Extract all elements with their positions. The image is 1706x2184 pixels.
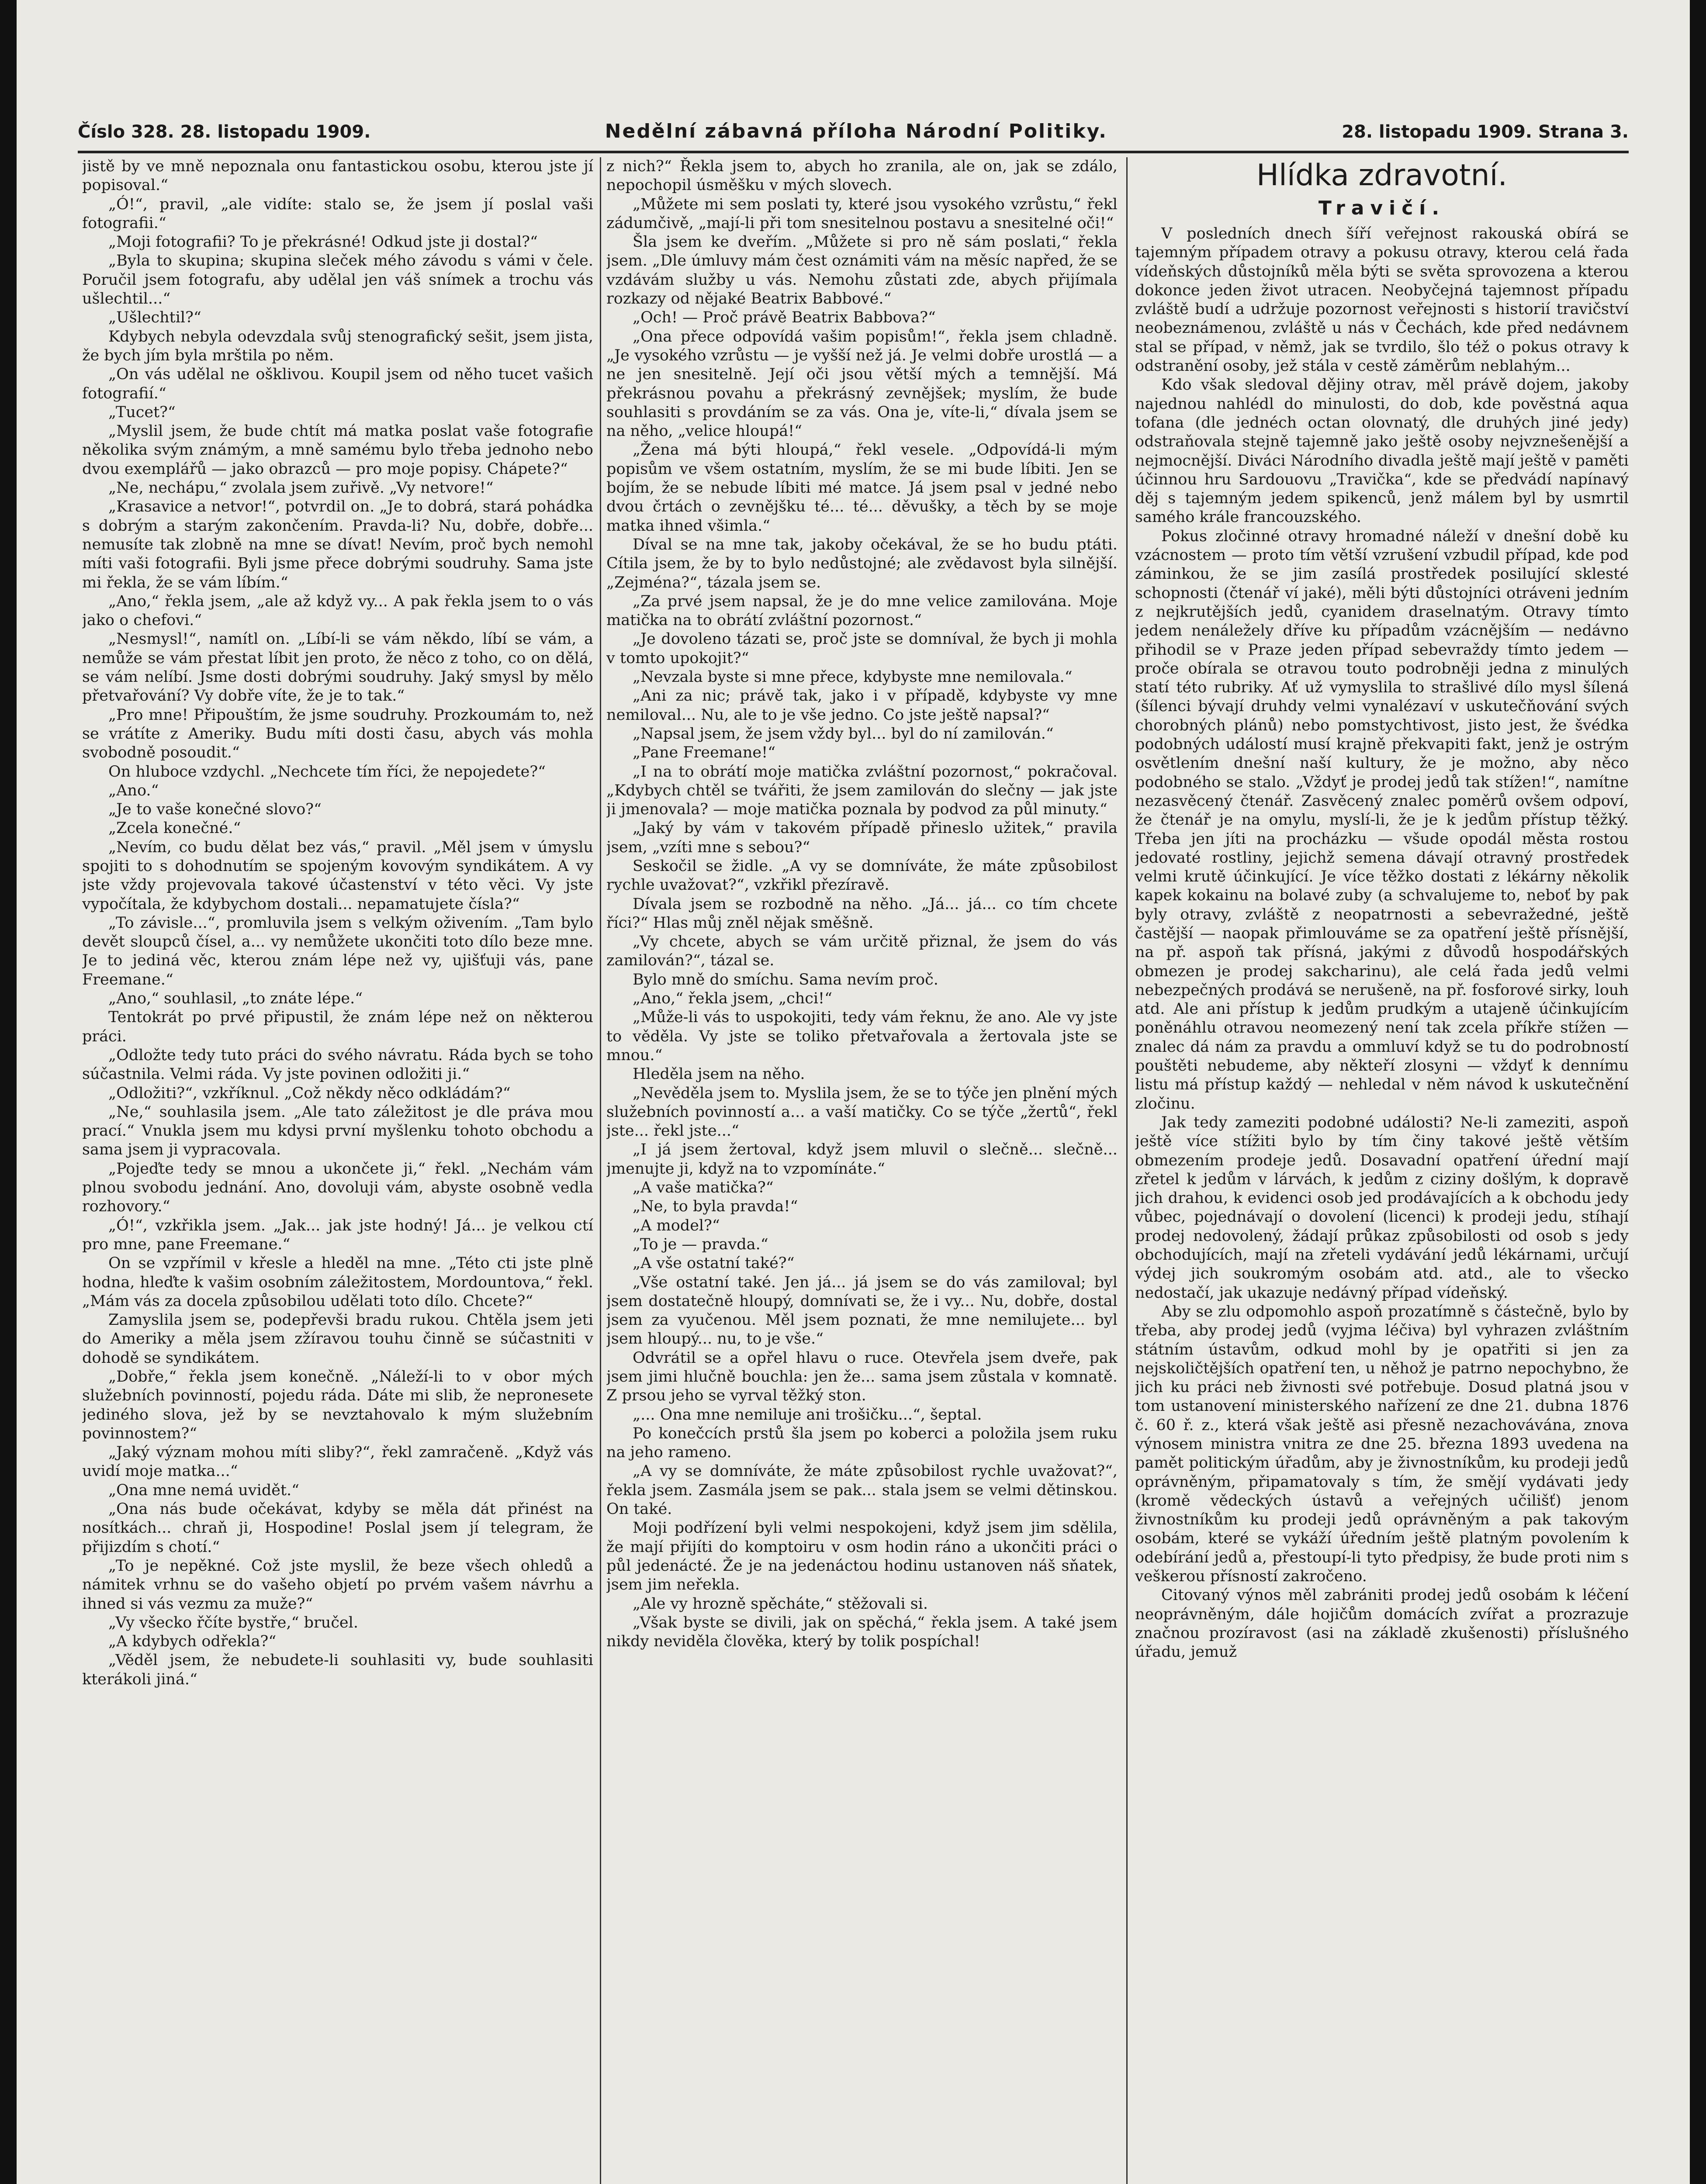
paragraph: „Ano,“ řekla jsem, „ale až když vy... A pak řekla jsem to o vás jako o chefovi.“ [82, 592, 593, 629]
paragraph: „Nesmysl!“, namítl on. „Líbí-li se vám někdo, líbí se vám, a nemůže se vám přestat líbit jen proto, že něco z toho, co on dělá, se vám nelíbí. Jsme dosti dobrými soudruhy. Jaký smysl by mělo přetvařování? Vy dobře víte, že je to tak.“ [82, 630, 593, 705]
paragraph: „Ona mne nemá uvidět.“ [108, 1481, 300, 1499]
paragraph: „Ne,“ souhlasila jsem. „Ale tato záležitost je dle práva mou prací.“ Vnukla jsem mu kdysi první myšlenku tohoto obchodu a sama jsem ji vypracovala. [82, 1103, 593, 1159]
paragraph: „Však byste se divili, jak on spěchá,“ řekla jsem. A také jsem nikdy neviděla člověka, který by tolik pospíchal! [606, 1614, 1118, 1651]
paragraph: „Ušlechtil?“ [108, 309, 201, 327]
paragraph: „Je dovoleno tázati se, proč jste se domníval, že bych ji mohla v tomto upokojit?“ [606, 630, 1118, 667]
paragraph: „Ó!“, vzkřikla jsem. „Jak... jak jste hodný! Já... je velkou ctí pro mne, pane Freemane.“ [82, 1216, 593, 1253]
paragraph: „... Ona mne nemiluje ani trošičku...“, šeptal. [633, 1406, 982, 1424]
paragraph: „To závisle...“, promluvila jsem s velkým oživením. „Tam bylo devět sloupců čísel, a... vy nemůžete ukončiti toto dílo beze mne. Je to jediná věc, kterou znám lépe než vy, ujišťuji vás, pane Freemane.“ [82, 914, 593, 988]
paragraph: „Věděl jsem, že nebudete-li souhlasiti vy, bude souhlasiti kterákoli jiná.“ [82, 1652, 593, 1688]
paragraph: „Ó!“, pravil, „ale vidíte: stalo se, že jsem jí poslal vaši fotografii.“ [82, 195, 593, 232]
paragraph: „Zcela konečné.“ [108, 819, 241, 837]
paragraph: „Za prvé jsem napsal, že je do mne velice zamilována. Moje matička na to obrátí zvláštní pozornost.“ [606, 592, 1118, 629]
paragraph: „Žena má býti hloupá,“ řekl vesele. „Odpovídá-li mým popisům ve všem ostatním, myslím, že se mi bude líbiti. Jen se bojím, že se nebude líbiti mé matce. Já jsem psal v jedné nebo dvou črtách o zevnějšku té... té... děvušky, a těch by se moje matka ihned všimla.“ [606, 441, 1118, 535]
paragraph: „Ano,“ souhlasil, „to znáte lépe.“ [108, 990, 363, 1008]
paragraph: Kdo však sledoval dějiny otrav, měl právě dojem, jakoby najednou nahlédl do minulosti, do dob, kde pověstná aqua tofana (dle jednéch octan olovnatý, dle druhých jiné jedy) odstraňovala stejně tajemně jako ještě osoby nejvznešenější a nejmocnější. Diváci Národního divadla ještě mají ještě v paměti účinnou hru Sardouovu „Travička“, kde se předvádí napínavý děj s tajemným jedem spikenců, jenž málem byl by usmrtil samého krále francouzského. [1135, 376, 1629, 526]
paragraph: „Vše ostatní také. Jen já... já jsem se do vás zamiloval; byl jsem dostatečně hloupý, domnívati se, že i vy... Nu, dobře, dostal jsem za vyučenou. Měl jsem poznati, že mne nemilujete... byl jsem hloupý... nu, to je vše.“ [606, 1273, 1118, 1348]
paragraph: „Moji fotografii? To je překrásné! Odkud jste ji dostal?“ [108, 233, 538, 251]
paragraph: „Jaký význam mohou míti sliby?“, řekl zamračeně. „Když vás uvidí moje matka...“ [82, 1444, 593, 1480]
paragraph: Tentokrát po prvé připustil, že znám lépe než on některou práci. [82, 1009, 593, 1045]
paragraph: „Napsal jsem, že jsem vždy byl... byl do ní zamilován.“ [633, 725, 1054, 743]
paragraph: V posledních dnech šíří veřejnost rakouská obírá se tajemným případem otravy a pokusu otravy, kterou celá řada vídeňských důstojníků měla býti se světa sprovozena a kterou dokonce jeden život utracen. Neobyčejná tajemnost případu zvláště budí a udržuje pozornost veřejnosti s historií travičství neobeznámenou, zvláště u nás v Čechách, kde před nedávnem stal se případ, v němž, jak se tvrdilo, šlo též o pokus otravy k odstranění osoby, jež stála v cestě záměrům neblahým... [1135, 225, 1629, 375]
paragraph: Odvrátil se a opřel hlavu o ruce. Otevřela jsem dveře, pak jsem jimi hlučně bouchla: jen že... sama jsem zůstala v komnatě. Z prsou jeho se vyrval těžký ston. [606, 1349, 1118, 1405]
column-3 [1135, 157, 1629, 2184]
paragraph: „Krasavice a netvor!“, potvrdil on. „Je to dobrá, stará pohádka s dobrým a starým zakončením. Pravda-li? Nu, dobře, dobře... nemusíte tak zlobně na mne se dívat! Nevím, proč bych nemohl míti vaši fotografii. Byli jsme přece dobrými soudruhy. Sama jste mi řekla, že se vám líbím.“ [82, 498, 593, 591]
paragraph: Dívala jsem se rozbodně na něho. „Já... já... co tím chcete říci?“ Hlas můj zněl nějak směšně. [606, 895, 1118, 932]
paragraph: „To je nepěkné. Což jste myslil, že beze všech ohledů a námitek vrhnu se do vašeho objetí po prvém vašem návrhu a ihned si vás vezmu za muže?“ [82, 1557, 593, 1613]
paragraph: „A vy se domníváte, že máte způsobilost rychle uvažovat?“, řekla jsem. Zasmála jsem se pak... stala jsem se velmi dětinskou. On také. [606, 1462, 1118, 1518]
paragraph: On hluboce vzdychl. „Nechcete tím říci, že nepojedete?“ [108, 763, 546, 781]
paragraph: Bylo mně do smíchu. Sama nevím proč. [633, 971, 938, 988]
paragraph: z nich?“ Řekla jsem to, abych ho zranila, ale on, jak se zdálo, nepochopil úsměšku v mých slovech. [606, 158, 1118, 194]
paragraph: „Vy chcete, abych se vám určitě přiznal, že jsem do vás zamilován?“, tázal se. [606, 933, 1118, 970]
paragraph: „Dobře,“ řekla jsem konečně. „Náleží-li to v obor mých služebních povinností, pojedu ráda. Dáte mi slib, že nepronesete jediného slova, jež by se nevztahovalo k mým služebním povinnostem?“ [82, 1368, 593, 1442]
paragraph: Jak tedy zameziti podobné události? Ne-li zameziti, aspoň ještě více stížiti bylo by tím činy takové ještě větším obmezením prodeje jedů. Dosavadní opatření úřední mají zřetel k jedům v lárvách, k jedům z ciziny došlým, k dopravě jich drahou, k evidenci osob jed prodávajících a k obchodu jedy vůbec, pojednávají o dovolení (licenci) k prodeji jedu, stíhají prodej nedovolený, žádají průkaz způsobilosti od osob s jedy obchodujících, mají na zřeteli vydávání jedů lékárnami, určují výdej jich soukromým osobám atd. atd., ale to všecko nedostačí, jak ukazuje nedávný případ vídeňský. [1135, 1113, 1629, 1302]
newspaper-page [17, 0, 1690, 2184]
article-title: Travičí. [1318, 197, 1446, 219]
paragraph: „On vás udělal ne ošklivou. Koupil jsem od něho tucet vašich fotografií.“ [82, 366, 593, 402]
paragraph: „Ano.“ [108, 781, 159, 799]
paragraph: „Byla to skupina; skupina sleček mého závodu s vámi v čele. Poručil jsem fotografu, aby udělal jen váš snímek a trochu vás ušlechtil...“ [82, 252, 593, 308]
paragraph: „Ona přece odpovídá vašim popisům!“, řekla jsem chladně. „Je vysokého vzrůstu — je vyšší než já. Je velmi dobře urostlá — a ne jen snesitelně. Její oči jsou větší mých a temnější. Má překrásnou povahu a překrásný zevnějšek; myslím, že bude souhlasiti s provdáním se za vás. Ona je, víte-li,“ dívala jsem se na něho, „velice hloupá!“ [606, 328, 1118, 440]
paragraph: Aby se zlu odpomohlo aspoň prozatímně s částečně, bylo by třeba, aby prodej jedů (vyjma léčiva) byl vyhrazen zvláštním státním ústavům, odkud mohl by je opatřiti si jen za nejskoličtějších opatření ten, u něhož je patrno nepochybno, že jich ku práci neb živnosti své potřebuje. Dosud platná jsou v tom ustanovení ministerského nařízení ze dne 21. dubna 1876 č. 60 ř. z., která však ještě asi přesně nezachovávána, znova výnosem ministra vnitra ze dne 25. března 1893 uvedena na pamět politickým úřadům, aby je živnostníkům, ku prodeji jedů oprávněným, připamatovaly s tím, že smějí vydávati jedy (kromě vědeckých ústavů a veřejných učilišť) jenom živnostníkům ku prodeji jedů oprávněným a pak takovým osobám, které se vykáží úředním ještě platným povolením k odebírání jedů a, přestoupí-li tyto předpisy, že bude proti nim s veškerou přísností zakročeno. [1135, 1303, 1629, 1586]
issue-info: Číslo 328. 28. listopadu 1909. [78, 122, 371, 142]
paragraph: „Vy všecko řčíte bystře,“ bručel. [108, 1614, 358, 1631]
paragraph: Po konečcích prstů šla jsem po koberci a položila jsem ruku na jeho rameno. [606, 1424, 1118, 1462]
paragraph: „Můžete mi sem poslati ty, které jsou vysokého vzrůstu,“ řekl zádumčivě, „mají-li při tom snesitelnou postavu a snesitelné oči!“ [606, 195, 1118, 232]
paragraph: Citovaný výnos měl zabrániti prodej jedů osobám k léčení neoprávněným, dále hojičům domácích zvířat a prozrazuje značnou prozíravost (asi na základě zkušenosti) příslušného úřadu, jemuž [1135, 1586, 1629, 1661]
paragraph: „Jaký by vám v takovém případě přineslo užitek,“ pravila jsem, „vzíti mne s sebou?“ [606, 819, 1118, 856]
paragraph: „Ani za nic; právě tak, jako i v případě, kdybyste vy mne nemiloval... Nu, ale to je vše jedno. Co jste ještě napsal?“ [606, 687, 1118, 724]
paragraph: „Pane Freemane!“ [633, 744, 776, 762]
paragraph: „Pojeďte tedy se mnou a ukončete ji,“ řekl. „Nechám vám plnou svobodu jednání. Ano, dovoluji vám, abyste osobně vedla rozhovory.“ [82, 1160, 593, 1216]
paragraph: „I já jsem žertoval, když jsem mluvil o slečně... slečně... jmenujte ji, když na to vzpomínáte.“ [606, 1141, 1118, 1178]
column-2 [606, 157, 1118, 2184]
column-divider [1126, 157, 1128, 2184]
paragraph: „A model?“ [633, 1216, 720, 1234]
paragraph: On se vzpřímil v křesle a hleděl na mne. „Této cti jste plně hodna, hleďte k vašim osobním záležitostem, Mordountova,“ řekl. „Mám vás za docela způsobilou udělati toto dílo. Chcete?“ [82, 1254, 593, 1310]
paragraph: „Och! — Proč právě Beatrix Babbova?“ [633, 309, 936, 327]
column-1 [82, 157, 593, 2184]
column-divider [600, 157, 601, 2184]
paragraph: „Ano,“ řekla jsem, „chci!“ [633, 990, 832, 1008]
paragraph: Seskočil se židle. „A vy se domníváte, že máte způsobilost rychle uvažovat?“, vzkřikl přezíravě. [606, 857, 1118, 894]
paragraph: „Může-li vás to uspokojiti, tedy vám řeknu, že ano. Ale vy jste to věděla. Vy jste se toliko přetvařovala a žertovala jste se mnou.“ [606, 1009, 1118, 1064]
paragraph: „Tucet?“ [108, 403, 176, 421]
paragraph: „Ne, nechápu,“ zvolala jsem zuřivě. „Vy netvore!“ [108, 479, 494, 497]
paragraph: jistě by ve mně nepoznala onu fantastickou osobu, kterou jste jí popisoval.“ [82, 158, 593, 194]
paragraph: „Myslil jsem, že bude chtít má matka poslat vaše fotografie několika svým známým, a mně samému bylo třeba jednoho nebo dvou exemplářů — jako obrazců — pro moje popisy. Chápete?“ [82, 422, 593, 478]
paragraph: „Odložiti?“, vzkříknul. „Což někdy něco odkládám?“ [108, 1084, 511, 1102]
paragraph: „Nevím, co budu dělat bez vás,“ pravil. „Měl jsem v úmyslu spojiti to s dohodnutím se spojeným kovovým syndikátem. A vy jste vždy projevovala takové účastenství v této věci. Vy jste vypočítala, že kdybychom dostali... nepamatujete čísla?“ [82, 838, 593, 913]
paragraph: „Nevzala byste si mne přece, kdybyste mne nemilovala.“ [633, 668, 1073, 686]
paragraph: „A kdybych odřekla?“ [108, 1633, 277, 1651]
paragraph: „Ne, to byla pravda!“ [633, 1198, 798, 1216]
paragraph: „Je to vaše konečné slovo?“ [108, 801, 322, 819]
paragraph: „Odložte tedy tuto práci do svého návratu. Ráda bych se toho súčastnila. Velmi ráda. Vy jste povinen odložiti ji.“ [82, 1046, 593, 1083]
paragraph: Pokus zločinné otravy hromadné náleží v dnešní době ku vzácnostem — proto tím větší vzrušení vzbudil případ, kde pod záminkou, že se jim zasílá prostředek posilující sklesté schopnosti (čtenář ví jaké), měli býti důstojníci otráveni jedním z nejkrutějších jedů, cyanidem draselnatým. Otravy tímto jedem nenáležely dříve ku případům vzácnějším — nedávno přihodil se v Praze jeden případ sebevraždy tímto jedem — proče obírala se otravou touto podrobněji jedna z minulých statí této rubriky. Ať už vymyslila to strašlivé dílo mysl šílená (šílenci bývají druhdy velmi vynalézaví v uskutečňování svých chorobných plánů) nebo pomstychtivost, jisto jest, že švédka podobných událostí musí krajně překvapiti fakt, jenž je ostrým osvětlením dnešní naší kultury, že je možno, aby něco podobného se stalo. „Vždyť je prodej jedů tak stížen!“, namítne nezasvěcený čtenář. Zasvěcený znalec poměrů ovšem odpoví, že čtenář je na omylu, myslí-li, že je k jedům přístup těžký. Třeba jen jíti na procházku — všude opodál města rostou jedovaté rostliny, jejichž semena dávají otravný prostředek velmi krutě účinkující. Je více těžko dostati z lékárny několik kapek kokainu na bolavé zuby (a schvalujeme to, neboť by pak byly otravy, zvláště z neopatrnosti a sebevražedné, ještě častější — naopak přimlouváme se za opatření ještě přísnější, na př. aspoň tak přísná, jakými z důvodů hospodářských obmezen je prodej sakcharinu), ale celá řada jedů velmi nebezpečných prodává se nerušeně, na př. fosforové sirky, louh atd. Ale ani přístup k jedům prudkým a utajeně účinkujícím poněnáhlu otravou neomezený není tak zcela příkře stížen — znalec dá nám za pravdu a ommluví když se tu do podrobností pouštěti nebudeme, aby někteří zlosyni — vždyť k dennímu listu má přístup každý — nehledal v něm návod k uskutečnění zločinu. [1135, 527, 1629, 1113]
page-header [78, 120, 1629, 151]
publication-title: Nedělní zábavná příloha Národní Politiky. [605, 120, 1107, 142]
paragraph: „Ona nás bude očekávat, kdyby se měla dát přinést na nosítkách... chraň ji, Hospodine! Poslal jsem jí telegram, že přijizdím s chotí.“ [82, 1500, 593, 1556]
paragraph: „Ale vy hrozně spěcháte,“ stěžovali si. [633, 1595, 928, 1613]
paragraph: „I na to obrátí moje matička zvláštní pozornost,“ pokračoval. „Kdybych chtěl se tvářiti, že jsem zamilován do slečny — jak jste ji jmenovala? — moje matička poznala by podvod za půl minuty.“ [606, 763, 1118, 819]
paragraph: „A vaše matička?“ [633, 1179, 774, 1197]
paragraph: Šla jsem ke dveřím. „Můžete si pro ně sám poslati,“ řekla jsem. „Dle úmluvy mám čest oznámiti vám na měsíc napřed, že se vzdávám služby u vás. Nemohu zůstati zde, abych přijímala rozkazy od nějaké Beatrix Babbové.“ [606, 233, 1118, 308]
header-rule [78, 151, 1629, 153]
paragraph: Hleděla jsem na něho. [633, 1065, 805, 1083]
paragraph: Moji podřízení byli velmi nespokojeni, když jsem jim sdělila, že mají přijíti do komptoiru v osm hodin ráno a ukončiti práci o půl jedenácté. Že je na jedenáctou hodinu ustanoven náš sňatek, jsem jim neřekla. [606, 1519, 1118, 1594]
paragraph: Díval se na mne tak, jakoby očekával, že se ho budu ptáti. Cítila jsem, že by to bylo nedůstojné; ale zvědavost byla silnější. „Zejména?“, tázala jsem se. [606, 536, 1118, 591]
page-info: 28. listopadu 1909. Strana 3. [1342, 122, 1629, 142]
paragraph: „Nevěděla jsem to. Myslila jsem, že se to týče jen plnění mých služebních povinností a... a vaší matičky. Co se týče „žertů“, řekl jste... řekl jste...“ [606, 1084, 1118, 1140]
paragraph: Kdybych nebyla odevzdala svůj stenografický sešit, jsem jista, že bych jím byla mrštila po něm. [82, 328, 593, 364]
paragraph: „A vše ostatní také?“ [633, 1254, 795, 1272]
paragraph: Zamyslila jsem se, podepřevši bradu rukou. Chtěla jsem jeti do Ameriky a měla jsem zžíravou touhu činně se súčastniti v dohodě se syndikátem. [82, 1311, 593, 1367]
paragraph: „To je — pravda.“ [633, 1235, 768, 1253]
paragraph: „Pro mne! Připouštím, že jsme soudruhy. Prozkoumám to, než se vrátíte z Ameriky. Budu míti dosti času, abych vás mohla svobodně posoudit.“ [82, 706, 593, 762]
section-title: Hlídka zdravotní. [1256, 158, 1508, 193]
